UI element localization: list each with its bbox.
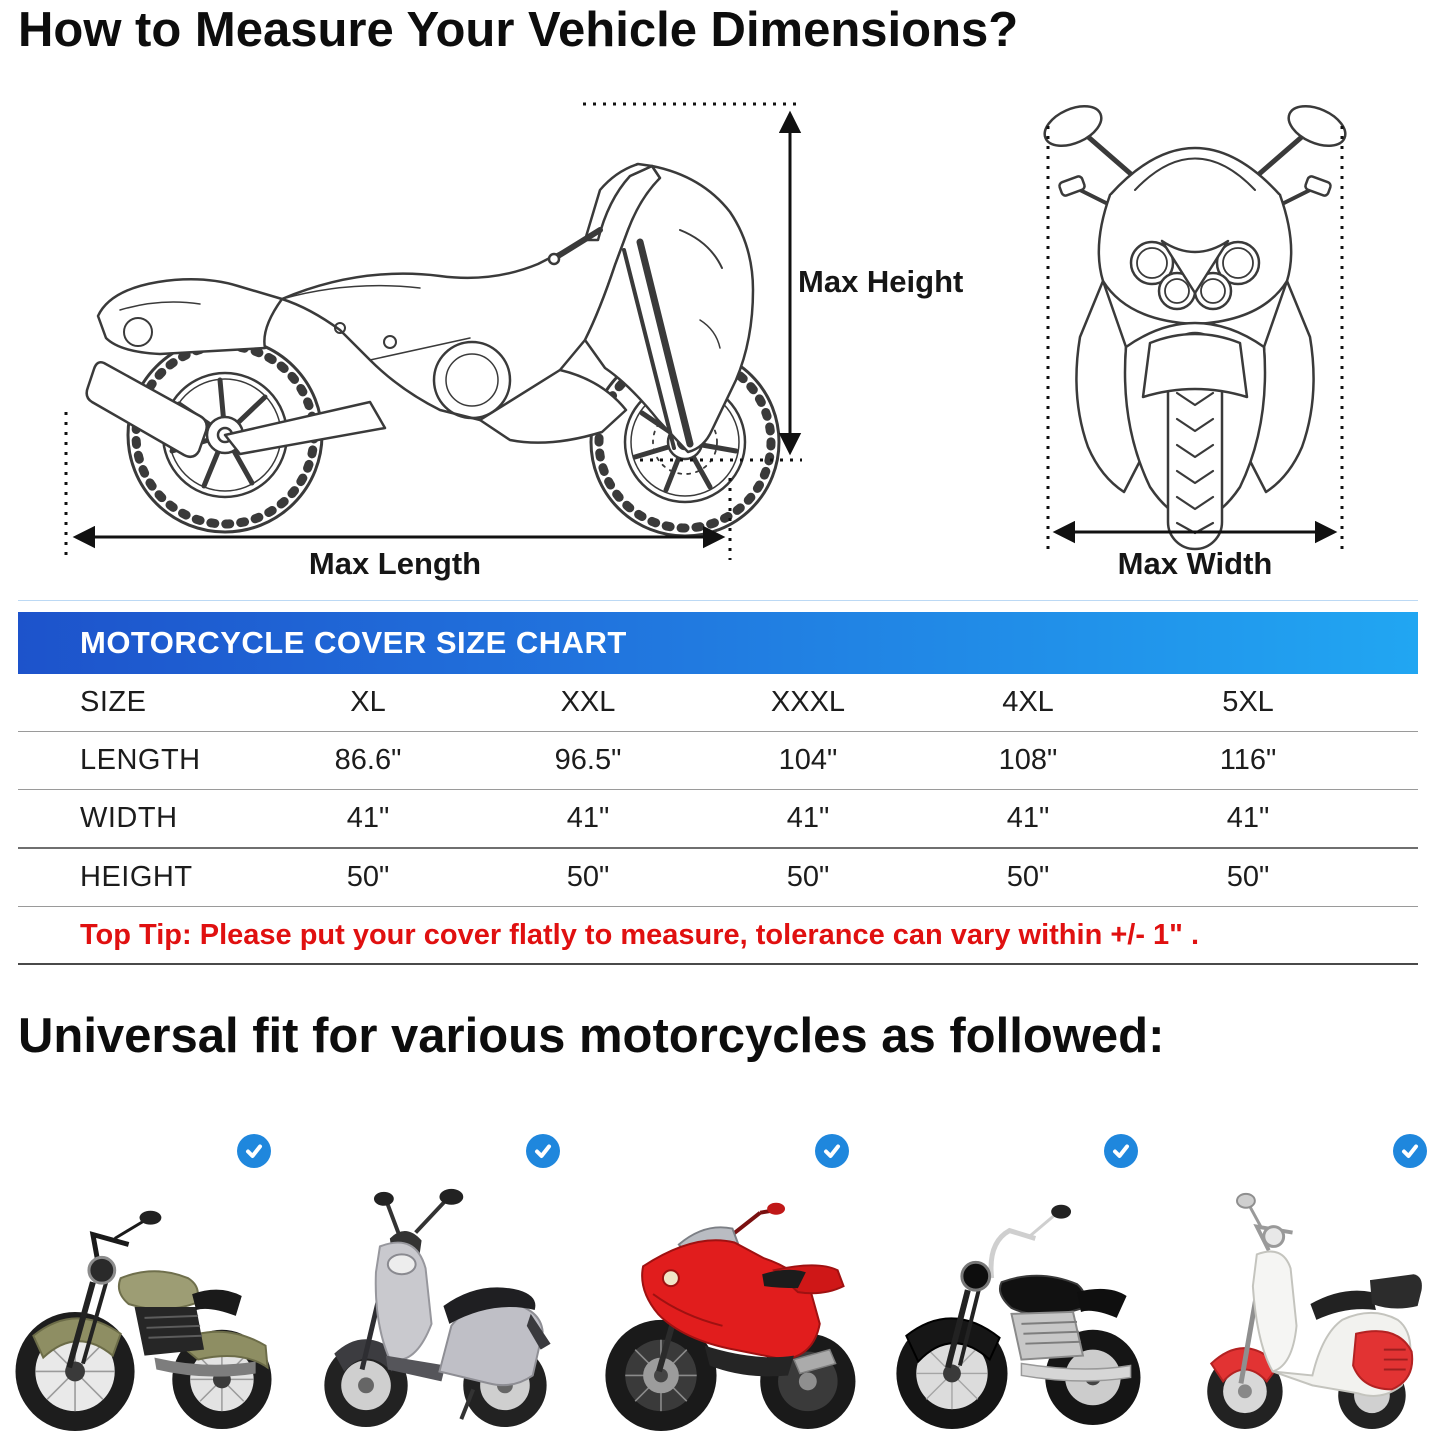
page-title: How to Measure Your Vehicle Dimensions? (18, 3, 1019, 57)
length-row (18, 732, 1418, 790)
row-label: HEIGHT (80, 861, 193, 893)
measure-tip-text: Top Tip: Please put your cover flatly to measure, tolerance can vary within +/- 1" . (18, 907, 1418, 965)
table-cell: 50" (1226, 861, 1270, 893)
height-row (18, 849, 1418, 907)
table-cell: 41" (786, 802, 830, 834)
column-header: XL (350, 686, 386, 718)
row-label: WIDTH (80, 802, 178, 834)
table-cell: 50" (566, 861, 610, 893)
check-icon (526, 1134, 560, 1168)
table-cell: 86.6" (334, 744, 402, 776)
column-header: 5XL (1222, 686, 1274, 718)
red-sport-bike-image (580, 1175, 865, 1433)
table-cell: 41" (1226, 802, 1270, 834)
size-chart-header: MOTORCYCLE COVER SIZE CHART (18, 612, 1418, 674)
table-cell: 50" (786, 861, 830, 893)
width-row (18, 790, 1418, 849)
table-cell: 50" (346, 861, 390, 893)
gray-scooter-image (291, 1175, 576, 1433)
motorcycle-examples-row (0, 1090, 1445, 1433)
max-length-label: Max Length (308, 546, 482, 581)
vintage-scooter-image (1158, 1175, 1443, 1433)
check-icon (815, 1134, 849, 1168)
check-icon (1393, 1134, 1427, 1168)
bike-example-gray-scooter (289, 1090, 578, 1433)
black-cruiser-image (869, 1175, 1154, 1433)
column-header: XXXL (770, 686, 846, 718)
bike-example-olive-cruiser (0, 1090, 289, 1433)
max-height-label: Max Height (798, 264, 964, 299)
table-cell: 96.5" (554, 744, 622, 776)
bike-example-black-cruiser (867, 1090, 1156, 1433)
check-icon (237, 1134, 271, 1168)
measurement-diagram (0, 60, 1445, 680)
olive-cruiser-image (2, 1175, 287, 1433)
check-icon (1104, 1134, 1138, 1168)
column-header: SIZE (80, 686, 147, 718)
column-header: XXL (560, 686, 616, 718)
universal-fit-title: Universal fit for various motorcycles as followed: (18, 1009, 1165, 1063)
max-width-label: Max Width (1117, 546, 1273, 581)
bike-example-vintage-scooter (1156, 1090, 1445, 1433)
row-label: LENGTH (80, 744, 201, 776)
table-cell: 104" (778, 744, 838, 776)
table-cell: 108" (998, 744, 1058, 776)
column-header: 4XL (1002, 686, 1054, 718)
table-cell: 41" (346, 802, 390, 834)
table-cell: 116" (1219, 744, 1277, 776)
table-cell: 41" (1006, 802, 1050, 834)
motorcycle-front-view-drawing (1039, 98, 1352, 549)
size-chart-table (18, 600, 1418, 965)
bike-example-red-sport-bike (578, 1090, 867, 1433)
size-chart-columns-row (18, 674, 1418, 732)
table-cell: 50" (1006, 861, 1050, 893)
motorcycle-side-view-drawing (87, 164, 779, 536)
table-cell: 41" (566, 802, 610, 834)
